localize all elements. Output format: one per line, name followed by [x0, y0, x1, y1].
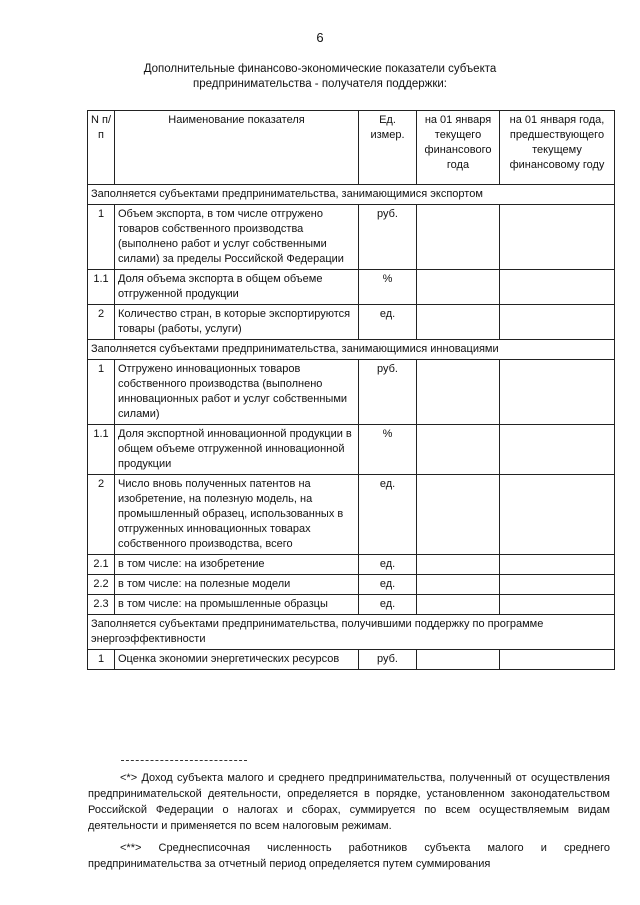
row-name: Число вновь полученных патентов на изобретение, на полезную модель, на промышленный образец, использованных в отгруженных инновационных товарах собственного производства, всего [115, 475, 359, 555]
cell-previous-year[interactable] [500, 270, 615, 305]
cell-previous-year[interactable] [500, 555, 615, 575]
header-indicator-name: Наименование показателя [115, 111, 359, 185]
row-unit: ед. [359, 575, 417, 595]
cell-previous-year[interactable] [500, 305, 615, 340]
cell-previous-year[interactable] [500, 425, 615, 475]
cell-previous-year[interactable] [500, 575, 615, 595]
table-header-row [88, 111, 615, 185]
cell-previous-year[interactable] [500, 595, 615, 615]
table-row [88, 650, 615, 670]
cell-current-year[interactable] [417, 305, 500, 340]
row-name: Отгружено инновационных товаров собственного производства (выполнено инновационных работ и услуг собственными силами) [115, 360, 359, 425]
row-unit: руб. [359, 650, 417, 670]
cell-current-year[interactable] [417, 595, 500, 615]
row-unit: % [359, 425, 417, 475]
row-name: в том числе: на промышленные образцы [115, 595, 359, 615]
row-unit: руб. [359, 205, 417, 270]
footnote-income: <*> Доход субъекта малого и среднего предпринимательства, полученный от осуществления предпринимательской деятельности, определяется в порядке, установленном законодательством Российской Федерации о налогах и сборах, суммируется по всем осуществляемым видам деятельности и применяется по всем налоговым режимам. [88, 772, 610, 832]
row-name: Количество стран, в которые экспортируются товары (работы, услуги) [115, 305, 359, 340]
cell-current-year[interactable] [417, 205, 500, 270]
header-unit: Ед. измер. [359, 111, 417, 185]
row-name: в том числе: на изобретение [115, 555, 359, 575]
table-row [88, 425, 615, 475]
section-row [88, 185, 615, 205]
section-row [88, 340, 615, 360]
footnote-divider [121, 760, 247, 761]
cell-current-year[interactable] [417, 425, 500, 475]
table-row [88, 360, 615, 425]
row-number: 2 [88, 475, 115, 555]
table-row [88, 575, 615, 595]
cell-current-year[interactable] [417, 555, 500, 575]
cell-current-year[interactable] [417, 270, 500, 305]
table-row [88, 475, 615, 555]
table-row [88, 555, 615, 575]
section-title: Заполняется субъектами предпринимательства, занимающимися инновациями [88, 340, 615, 360]
row-number: 1 [88, 205, 115, 270]
row-name: Доля экспортной инновационной продукции в общем объеме отгруженной инновационной продукции [115, 425, 359, 475]
cell-previous-year[interactable] [500, 475, 615, 555]
row-number: 2.2 [88, 575, 115, 595]
page-number: 6 [316, 30, 324, 45]
cell-current-year[interactable] [417, 475, 500, 555]
cell-previous-year[interactable] [500, 650, 615, 670]
section-title: Заполняется субъектами предпринимательства, получившими поддержку по программе энергоэффективности [88, 615, 615, 650]
row-unit: ед. [359, 305, 417, 340]
section-row [88, 615, 615, 650]
cell-current-year[interactable] [417, 360, 500, 425]
row-unit: ед. [359, 555, 417, 575]
cell-current-year[interactable] [417, 650, 500, 670]
table-row [88, 270, 615, 305]
document-title: Дополнительные финансово-экономические показатели субъекта предпринимательства - получателя поддержки: [143, 63, 497, 90]
cell-previous-year[interactable] [500, 205, 615, 270]
row-name: Объем экспорта, в том числе отгружено товаров собственного производства (выполнено работ и услуг собственными силами) за пределы Российской Федерации [115, 205, 359, 270]
row-number: 1 [88, 650, 115, 670]
footnote-employees: <**> Среднесписочная численность работников субъекта малого и среднего предпринимательства за отчетный период определяется путем суммирования [88, 842, 610, 870]
row-number: 1.1 [88, 425, 115, 475]
row-name: Оценка экономии энергетических ресурсов [115, 650, 359, 670]
row-unit: ед. [359, 475, 417, 555]
header-current-year: на 01 января текущего финансового года [417, 111, 500, 185]
cell-previous-year[interactable] [500, 360, 615, 425]
row-unit: % [359, 270, 417, 305]
table-row [88, 305, 615, 340]
header-number: N п/п [88, 111, 115, 185]
section-title: Заполняется субъектами предпринимательства, занимающимися экспортом [88, 185, 615, 205]
row-name: в том числе: на полезные модели [115, 575, 359, 595]
row-number: 2 [88, 305, 115, 340]
header-previous-year: на 01 января года, предшествующего текущему финансовому году [500, 111, 615, 185]
indicators-table [87, 110, 615, 670]
row-number: 2.1 [88, 555, 115, 575]
cell-current-year[interactable] [417, 575, 500, 595]
row-unit: руб. [359, 360, 417, 425]
row-number: 1 [88, 360, 115, 425]
row-name: Доля объема экспорта в общем объеме отгруженной продукции [115, 270, 359, 305]
row-number: 1.1 [88, 270, 115, 305]
table-row [88, 205, 615, 270]
row-unit: ед. [359, 595, 417, 615]
table-row [88, 595, 615, 615]
row-number: 2.3 [88, 595, 115, 615]
